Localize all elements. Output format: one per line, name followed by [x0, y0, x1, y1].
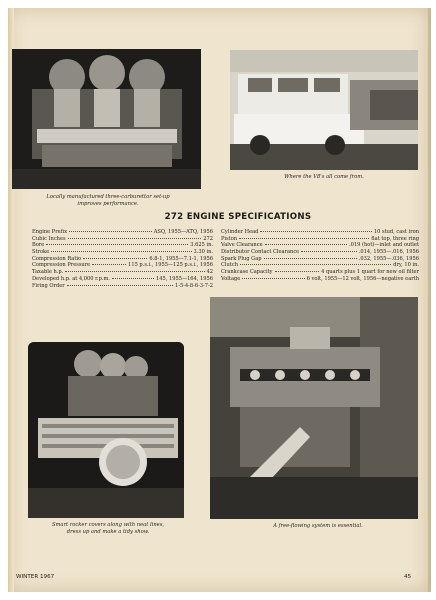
spec-value: 3.30 in.	[193, 249, 213, 256]
spec-leader-dots	[68, 238, 202, 239]
spec-row	[221, 269, 419, 276]
spec-row	[32, 269, 213, 276]
spec-row	[221, 242, 419, 249]
spec-value: dry, 10 in.	[393, 262, 419, 269]
spec-label: Bore	[32, 242, 45, 249]
spec-row	[32, 229, 213, 236]
spec-value: .014, 1955—.016, 1956	[358, 249, 419, 256]
spec-leader-dots	[51, 251, 191, 252]
spec-label: Stroke	[32, 249, 50, 256]
spec-label: Piston	[221, 235, 238, 242]
spec-value: 42	[206, 269, 213, 276]
engine-caption: A free-flowing system is essential.	[273, 523, 363, 529]
spec-row	[32, 276, 213, 283]
spec-value: 115 p.s.i., 1955—125 p.s.i., 1956	[128, 262, 213, 269]
spec-row	[32, 249, 213, 256]
spec-leader-dots	[65, 271, 204, 272]
spec-label: Spark Plug Gap	[221, 255, 262, 262]
spec-label: Cylinder Head	[221, 229, 259, 235]
spec-label: Cubic Inches	[32, 235, 66, 242]
spec-leader-dots	[46, 244, 188, 245]
spec-row	[221, 249, 419, 256]
spec-leader-dots	[239, 238, 369, 239]
page-number: 45	[404, 574, 412, 580]
carburetor-caption: Locally manufactured three-carburettor set-up improves performance.	[46, 194, 170, 207]
spec-row	[32, 256, 213, 263]
rocker-photo	[28, 342, 184, 518]
spec-leader-dots	[301, 251, 357, 252]
spec-leader-dots	[67, 285, 173, 286]
spec-leader-dots	[242, 278, 304, 279]
issue-label: WINTER 1967	[16, 574, 55, 580]
cars-photo	[230, 50, 418, 170]
spec-value: 6.8-1, 1955—7.1-1, 1956	[149, 255, 213, 262]
spec-label: Developed h.p. at 4,000 r.p.m.	[32, 275, 110, 282]
spec-value: 3.625 in.	[190, 242, 213, 249]
spec-leader-dots	[83, 258, 147, 259]
spec-label: Voltage	[221, 275, 241, 282]
spec-leader-dots	[264, 258, 357, 259]
spec-value: flat top, three ring	[371, 235, 419, 242]
carburetor-image	[12, 49, 201, 189]
magazine-page	[8, 8, 431, 592]
spec-label: Clutch	[221, 262, 238, 269]
engine-image	[210, 297, 418, 519]
rocker-caption: Smart rocker covers along with neat lines, dress up and make a tidy show.	[51, 522, 165, 535]
spec-row	[221, 262, 419, 269]
spec-value: 6 volt, 1955—12 volt, 1956—negative earth	[306, 275, 419, 282]
spec-label: Distributor Contact Clearance	[221, 249, 300, 256]
spec-leader-dots	[265, 244, 347, 245]
spec-leader-dots	[275, 271, 320, 272]
spec-value: .032, 1955—.036, 1956	[358, 255, 419, 262]
spec-row	[32, 236, 213, 243]
spec-row	[221, 256, 419, 263]
spec-leader-dots	[92, 264, 126, 265]
spec-row	[221, 276, 419, 283]
spec-row	[221, 229, 419, 236]
rocker-image	[28, 342, 184, 518]
spec-label: Compression Pressure	[32, 262, 91, 269]
spec-label: Valve Clearance	[221, 242, 263, 249]
spec-row	[32, 283, 213, 290]
carburetor-photo	[12, 49, 201, 189]
cars-image	[230, 50, 418, 170]
spec-value: 4 quarts plus 1 quart for new oil filter	[321, 269, 419, 276]
spec-label: Compression Ratio	[32, 255, 82, 262]
spec-value: ASQ, 1955—ATQ, 1956	[153, 229, 213, 235]
spec-row	[32, 242, 213, 249]
spec-label: Crankcase Capacity	[221, 269, 273, 276]
spec-label: Taxable h.p.	[32, 269, 64, 276]
spec-leader-dots	[260, 231, 371, 232]
spec-value: 272	[203, 235, 213, 242]
spec-value: 145, 1955—164, 1956	[156, 275, 213, 282]
cars-caption: Where the V8's all come from.	[284, 174, 364, 180]
spec-leader-dots	[112, 278, 154, 279]
spec-label: Firing Order	[32, 282, 65, 289]
specs-left-column	[32, 229, 213, 289]
spec-value: .019 (hot)—inlet and outlet	[349, 242, 419, 249]
spec-label: Engine Prefix	[32, 229, 67, 235]
spec-value: 1-5-4-8-6-3-7-2	[175, 282, 213, 289]
spec-leader-dots	[69, 231, 152, 232]
spec-leader-dots	[240, 264, 391, 265]
engine-photo	[210, 297, 418, 519]
spec-row	[32, 262, 213, 269]
spec-value: 10 stud, cast iron	[373, 229, 419, 235]
specs-right-column	[221, 229, 419, 283]
specs-title: 272 ENGINE SPECIFICATIONS	[164, 212, 312, 222]
